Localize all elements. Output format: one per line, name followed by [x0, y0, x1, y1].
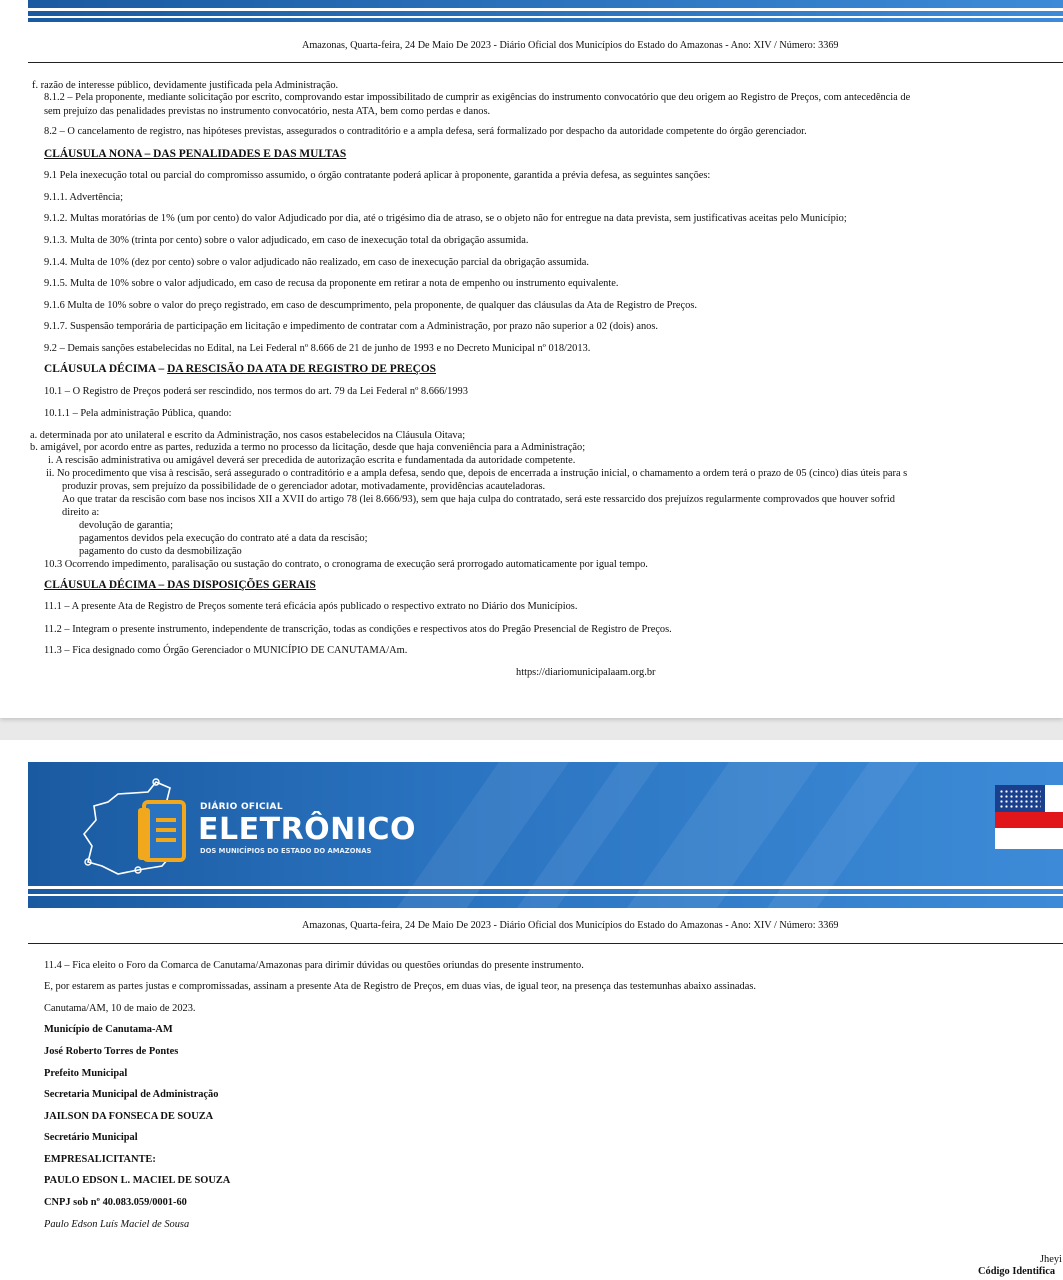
list-item-b: b. amigável, por acordo entre as partes, reduzida a termo no processo da licitação, desde que haja conveniência para a Administração;: [30, 442, 586, 453]
paragraph-11-2: 11.2 – Integram o presente instrumento, independente de transcrição, todas as condições e respectivos atos do Pregão Presencial de Registro de Preços.: [44, 624, 672, 635]
section-heading-10-prefix: CLÁUSULA DÉCIMA –: [44, 363, 168, 375]
sub-item-2: pagamentos devidos pela execução do contrato até a data da rescisão;: [79, 533, 368, 544]
signatory-entity: Secretaria Municipal de Administração: [44, 1089, 219, 1100]
footer-corner-code: Código Identifica: [978, 1266, 1056, 1277]
signatory-name: JAILSON DA FONSECA DE SOUZA: [44, 1111, 214, 1122]
page-2: [0, 740, 1063, 1280]
banner-line: [28, 894, 1063, 896]
list-item-ii-cont: Ao que tratar da rescisão com base nos incisos XII a XVII do artigo 78 (lei 8.666/93), sem que haja culpa do contratado, será este ressarcido dos prejuízos regularmente comprovados que houver sofrid: [62, 494, 896, 505]
paragraph-9-1: 9.1 Pela inexecução total ou parcial do compromisso assumido, o órgão contratante poderá aplicar à proponente, garantida a prévia defesa, as seguintes sanções:: [44, 170, 711, 181]
footer-corner-name: Jheyi: [1040, 1254, 1062, 1265]
paragraph-8-1-2-cont: sem prejuízo das penalidades previstas no instrumento convocatório, nesta ATA, bem como perdas e danos.: [44, 106, 491, 117]
paragraph-9-1-6: 9.1.6 Multa de 10% sobre o valor do preço registrado, em caso de descumprimento, pela proponente, de qualquer das cláusulas da Ata de Registro de Preços.: [44, 300, 697, 311]
banner-line: [28, 16, 1063, 18]
paragraph-8-2: 8.2 – O cancelamento de registro, nas hipóteses previstas, assegurados o contraditório e a ampla defesa, será formalizado por despacho da autoridade competente do órgão gerenciador.: [44, 126, 807, 137]
paragraph-10-1: 10.1 – O Registro de Preços poderá ser rescindido, nos termos do art. 79 da Lei Federal nº 8.666/1993: [44, 386, 468, 397]
signatory-signature: Paulo Edson Luís Maciel de Sousa: [44, 1219, 190, 1230]
paragraph-9-1-2: 9.1.2. Multas moratórias de 1% (um por cento) do valor Adjudicado por dia, até o trigésimo dia de atraso, se o objeto não for entregue na data prevista, sem justificativas aceitas pelo Município;: [44, 213, 847, 224]
logo-title: ELETRÔNICO: [198, 812, 416, 847]
paragraph-9-1-5: 9.1.5. Multa de 10% sobre o valor adjudicado, em caso de recusa da proponente em retirar a nota de empenho ou instrumento equivalente.: [44, 278, 619, 289]
signatory-name: José Roberto Torres de Pontes: [44, 1046, 179, 1057]
paragraph-10-1-1: 10.1.1 – Pela administração Pública, quando:: [44, 408, 232, 419]
paragraph-9-1-4: 9.1.4. Multa de 10% (dez por cento) sobre o valor adjudicado não realizado, em caso de inexecução parcial da obrigação assumida.: [44, 257, 590, 268]
paragraph-9-1-1: 9.1.1. Advertência;: [44, 192, 124, 203]
amazonas-flag-icon: [995, 785, 1063, 849]
signatory-name: PAULO EDSON L. MACIEL DE SOUZA: [44, 1175, 231, 1186]
signatory-entity: Município de Canutama-AM: [44, 1024, 173, 1035]
document-icon: [136, 800, 186, 866]
section-heading-9: CLÁUSULA NONA – DAS PENALIDADES E DAS MULTAS: [44, 148, 347, 160]
list-item-i: i. A rescisão administrativa ou amigável deverá ser precedida de autorização escrita e fundamentada da autoridade competente.: [48, 455, 576, 466]
sub-item-3: pagamento do custo da desmobilização: [79, 546, 242, 557]
banner-line: [28, 8, 1063, 11]
banner-line: [28, 886, 1063, 889]
list-item-ii-cont: produzir provas, sem prejuízo da possibilidade de o gerenciador adotar, motivadamente, providências acauteladoras.: [62, 481, 546, 492]
footer-url[interactable]: https://diariomunicipalaam.org.br: [516, 667, 656, 678]
paragraph-10-3: 10.3 Ocorrendo impedimento, paralisação ou sustação do contrato, o cronograma de execução será prorrogado automaticamente por igual tempo.: [44, 559, 648, 570]
paragraph-11-4: 11.4 – Fica eleito o Foro da Comarca de Canutama/Amazonas para dirimir dúvidas ou questões oriundas do presente instrumento.: [44, 960, 584, 971]
paragraph-closing: E, por estarem as partes justas e compromissadas, assinam a presente Ata de Registro de Preços, em duas vias, de igual teor, na presença das testemunhas abaixo assinadas.: [44, 981, 756, 992]
section-heading-11: CLÁUSULA DÉCIMA – DAS DISPOSIÇÕES GERAIS: [44, 579, 316, 591]
signatory-role: Prefeito Municipal: [44, 1068, 128, 1079]
paragraph-11-1: 11.1 – A presente Ata de Registro de Preços somente terá eficácia após publicado o respectivo extrato no Diário dos Municípios.: [44, 601, 578, 612]
header-line: Amazonas, Quarta-feira, 24 De Maio De 2023 - Diário Oficial dos Municípios do Estado do Amazonas - Ano: XIV / Número: 3369: [302, 920, 839, 931]
paragraph-9-2: 9.2 – Demais sanções estabelecidas no Edital, na Lei Federal nº 8.666 de 21 de junho de 1993 e no Decreto Municipal nº 018/2013.: [44, 343, 591, 354]
list-item-f: f. razão de interesse público, devidamente justificada pela Administração.: [32, 80, 339, 91]
header-rule: [28, 62, 1063, 63]
sub-item-1: devolução de garantia;: [79, 520, 174, 531]
signatory-label: EMPRESALICITANTE:: [44, 1154, 156, 1165]
section-heading-10: [44, 363, 436, 375]
header-rule: [28, 943, 1063, 944]
header-line: Amazonas, Quarta-feira, 24 De Maio De 2023 - Diário Oficial dos Municípios do Estado do Amazonas - Ano: XIV / Número: 3369: [302, 40, 839, 51]
signatory-cnpj: CNPJ sob nº 40.083.059/0001-60: [44, 1197, 187, 1208]
section-heading-10-title: DA RESCISÃO DA ATA DE REGISTRO DE PREÇOS: [167, 363, 437, 375]
paragraph-9-1-7: 9.1.7. Suspensão temporária de participação em licitação e impedimento de contratar com a Administração, por prazo não superior a 02 (dois) anos.: [44, 321, 658, 332]
paragraph-11-3: 11.3 – Fica designado como Órgão Gerenciador o MUNICÍPIO DE CANUTAMA/Am.: [44, 645, 408, 656]
signature-date: Canutama/AM, 10 de maio de 2023.: [44, 1003, 196, 1014]
paragraph-8-1-2: 8.1.2 – Pela proponente, mediante solicitação por escrito, comprovando estar impossibilitado de cumprir as exigências do instrumento convocatório que deu origem ao Registro de Preços, com antecedência de: [44, 92, 911, 103]
banner-strip-top: [28, 0, 1063, 22]
header-banner: [28, 762, 1063, 908]
list-item-ii-cont: direito a:: [62, 507, 100, 518]
signatory-role: Secretário Municipal: [44, 1132, 138, 1143]
paragraph-9-1-3: 9.1.3. Multa de 30% (trinta por cento) sobre o valor adjudicado, em caso de inexecução total da obrigação assumida.: [44, 235, 529, 246]
list-item-ii: ii. No procedimento que visa à rescisão, será assegurado o contraditório e a ampla defesa, sendo que, depois de encerrada a instrução inicial, o chamamento a ordem terá o prazo de 05 (cinco) dias úteis para s: [46, 468, 908, 479]
logo-subtitle: DOS MUNICÍPIOS DO ESTADO DO AMAZONAS: [200, 847, 372, 855]
list-item-a: a. determinada por ato unilateral e escrito da Administração, nos casos estabelecidos na Cláusula Oitava;: [30, 430, 466, 441]
logo-small-text: DIÁRIO OFICIAL: [200, 802, 283, 812]
